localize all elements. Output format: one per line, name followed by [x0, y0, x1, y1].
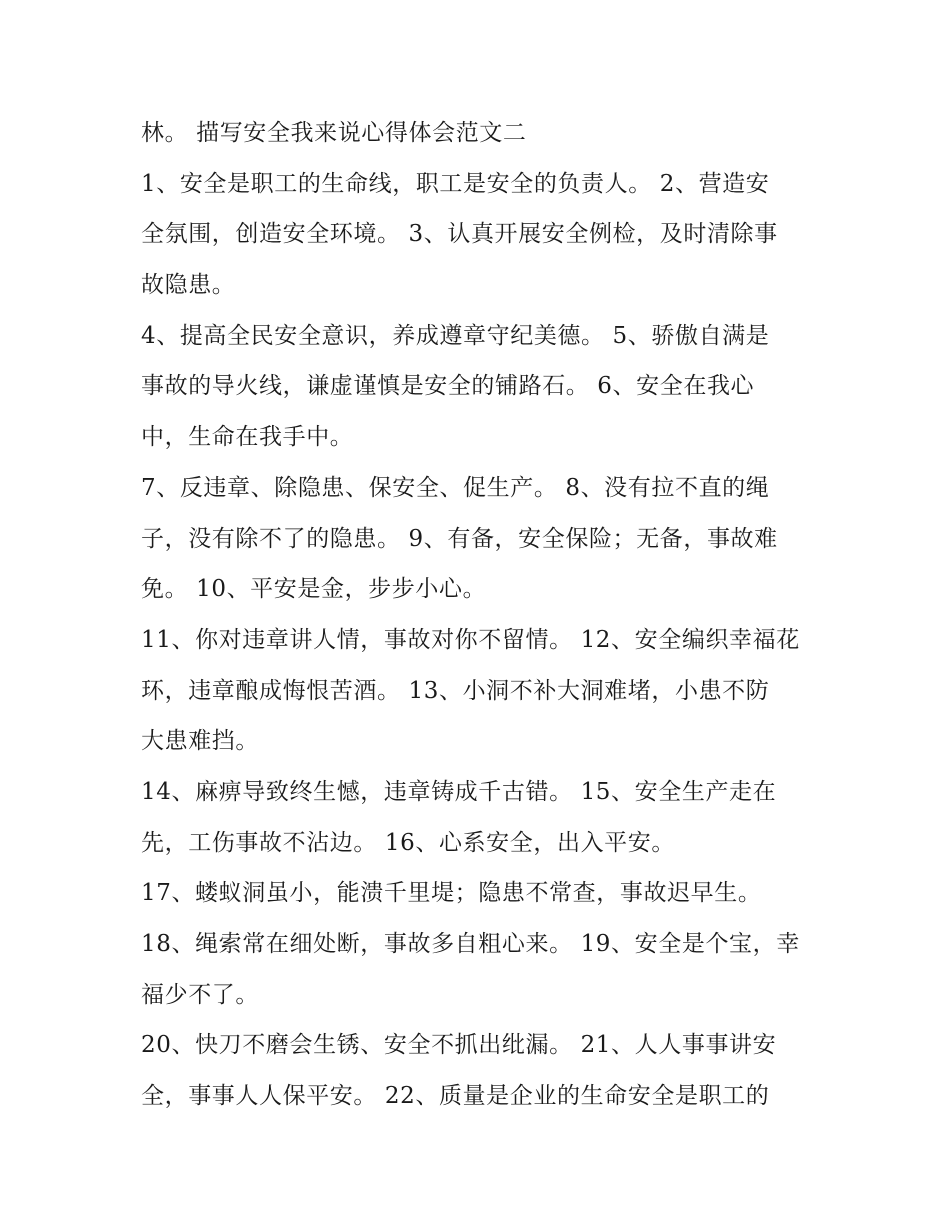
text-line: 故隐患。 [141, 272, 236, 299]
text-line: 4、提高全民安全意识，养成遵章守纪美德。 5、骄傲自满是 [141, 322, 770, 349]
text-line: 18、绳索常在细处断，事故多自粗心来。 19、安全是个宝，幸 [141, 931, 800, 957]
text-line: 14、麻痹导致终生憾，违章铸成千古错。 15、安全生产走在 [141, 778, 777, 805]
text-line: 环，违章酿成悔恨苦酒。 13、小洞不补大洞难堵，小患不防 [141, 677, 770, 704]
text-line: 先，工伤事故不沾边。 16、心系安全，出入平安。 [141, 829, 675, 856]
text-line: 1、安全是职工的生命线，职工是安全的负责人。 2、营造安 [141, 170, 770, 197]
text-line: 20、快刀不磨会生锈、安全不抓出纰漏。 21、人人事事讲安 [141, 1032, 777, 1059]
text-line: 全氛围，创造安全环境。 3、认真开展安全例检，及时清除事 [141, 221, 778, 248]
text-line: 事故的导火线，谦虚谨慎是安全的铺路石。 6、安全在我心 [141, 373, 755, 400]
text-line: 中，生命在我手中。 [141, 424, 354, 451]
text-line: 子，没有除不了的隐患。 9、有备，安全保险；无备，事故难 [141, 525, 778, 552]
text-line: 7、反违章、除隐患、保安全、促生产。 8、没有拉不直的绳 [141, 474, 770, 501]
document-body [141, 108, 821, 1122]
text-line: 大患难挡。 [141, 728, 259, 755]
text-line: 17、蝼蚁洞虽小，能溃千里堤；隐患不常查，事故迟早生。 [141, 880, 762, 907]
text-line: 免。 10、平安是金，步步小心。 [141, 576, 487, 603]
text-line: 福少不了。 [141, 981, 259, 1008]
text-line: 全，事事人人保平安。 22、质量是企业的生命安全是职工的 [141, 1083, 770, 1110]
text-line: 林。 描写安全我来说心得体会范文二 [141, 120, 527, 146]
text-line: 11、你对违章讲人情，事故对你不留情。 12、安全编织幸福花 [141, 626, 800, 653]
